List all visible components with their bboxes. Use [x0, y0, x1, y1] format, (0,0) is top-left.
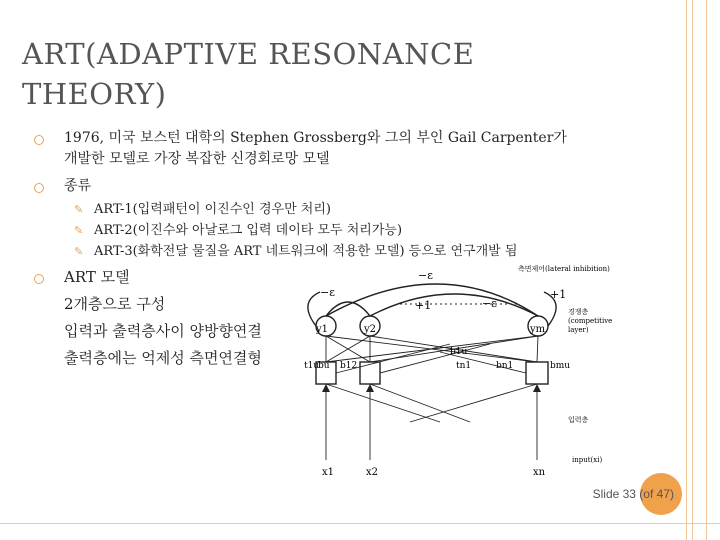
weight-label: bu	[318, 361, 330, 371]
unit-y2-label: y2	[364, 324, 377, 335]
sub-bullet-art3: ART-3(화학전달 물질을 ART 네트워크에 적용한 모델) 등으로 연구개발 됨	[94, 244, 518, 259]
frame-line	[692, 0, 693, 540]
bullet-marker	[34, 135, 44, 145]
frame-line	[706, 0, 707, 540]
body-line: 입력과 출력층사이 양방향연결	[64, 322, 262, 340]
bullet-marker	[34, 274, 44, 284]
slide-number: Slide 33 (of 47)	[592, 487, 674, 501]
sub-bullet-marker: ✎	[74, 203, 84, 216]
plus-left-label: +1	[415, 299, 432, 312]
top-neg-label: −ε	[418, 269, 433, 282]
lateral-arc	[370, 294, 538, 316]
title-line-1: ART(ADAPTIVE RESONANCE	[22, 37, 475, 71]
input-layer-label: 입력층	[568, 416, 589, 424]
input-unit	[360, 362, 380, 384]
input-x1-label: x1	[322, 467, 335, 478]
bullet-art-model: ART 모델	[64, 268, 130, 286]
input-xn-label: xn	[533, 467, 546, 478]
body-line: 출력층에는 억제성 측면연결형	[64, 349, 262, 367]
lateral-arc	[326, 284, 538, 316]
unit-y1-label: y1	[316, 324, 329, 335]
input-unit	[526, 362, 548, 384]
lateral-inhibition-label: 측면제어(lateral inhibition)	[518, 265, 610, 273]
frame-line	[686, 0, 687, 540]
bullet-text: 개발한 모델로 가장 복잡한 신경회로망 모델	[64, 151, 330, 167]
weight-label: bn1	[496, 361, 514, 371]
sub-bullet-marker: ✎	[74, 245, 84, 258]
bullet-marker	[34, 183, 44, 193]
frame-line	[0, 523, 720, 524]
plus-right-label: +1	[550, 288, 567, 301]
competitive-layer-label: 경쟁층 (competitive layer)	[568, 308, 613, 334]
weight-label: bmu	[550, 361, 571, 371]
sub-bullet-art2: ART-2(이진수와 아날로그 입력 데이타 모두 처리가능)	[94, 223, 403, 238]
unit-ym-label: ym	[530, 324, 546, 335]
body-line: 2개층으로 구성	[64, 295, 166, 313]
bullet-history	[64, 128, 567, 170]
weight-label: b12	[340, 361, 358, 371]
weight-label: tn1	[456, 361, 472, 371]
bullet-text: 1976, 미국 보스턴 대학의 Stephen Grossberg와 그의 부인 Gail Carpenter가	[64, 130, 567, 146]
sub-bullet-art1: ART-1(입력패턴이 이진수인 경우만 처리)	[94, 202, 331, 217]
weight-label: b1u	[450, 347, 468, 357]
left-neg-label: −ε	[320, 286, 335, 299]
title-line-2: THEORY)	[22, 77, 167, 111]
weight-label: t1u	[304, 361, 320, 371]
slide-title	[22, 34, 582, 114]
art-network-diagram	[290, 262, 630, 482]
input-label: input(xi)	[572, 456, 603, 464]
bullet-types: 종류	[64, 178, 92, 194]
input-x2-label: x2	[366, 467, 379, 478]
mid-neg-label: −ε	[482, 297, 497, 310]
sub-bullet-marker: ✎	[74, 224, 84, 237]
